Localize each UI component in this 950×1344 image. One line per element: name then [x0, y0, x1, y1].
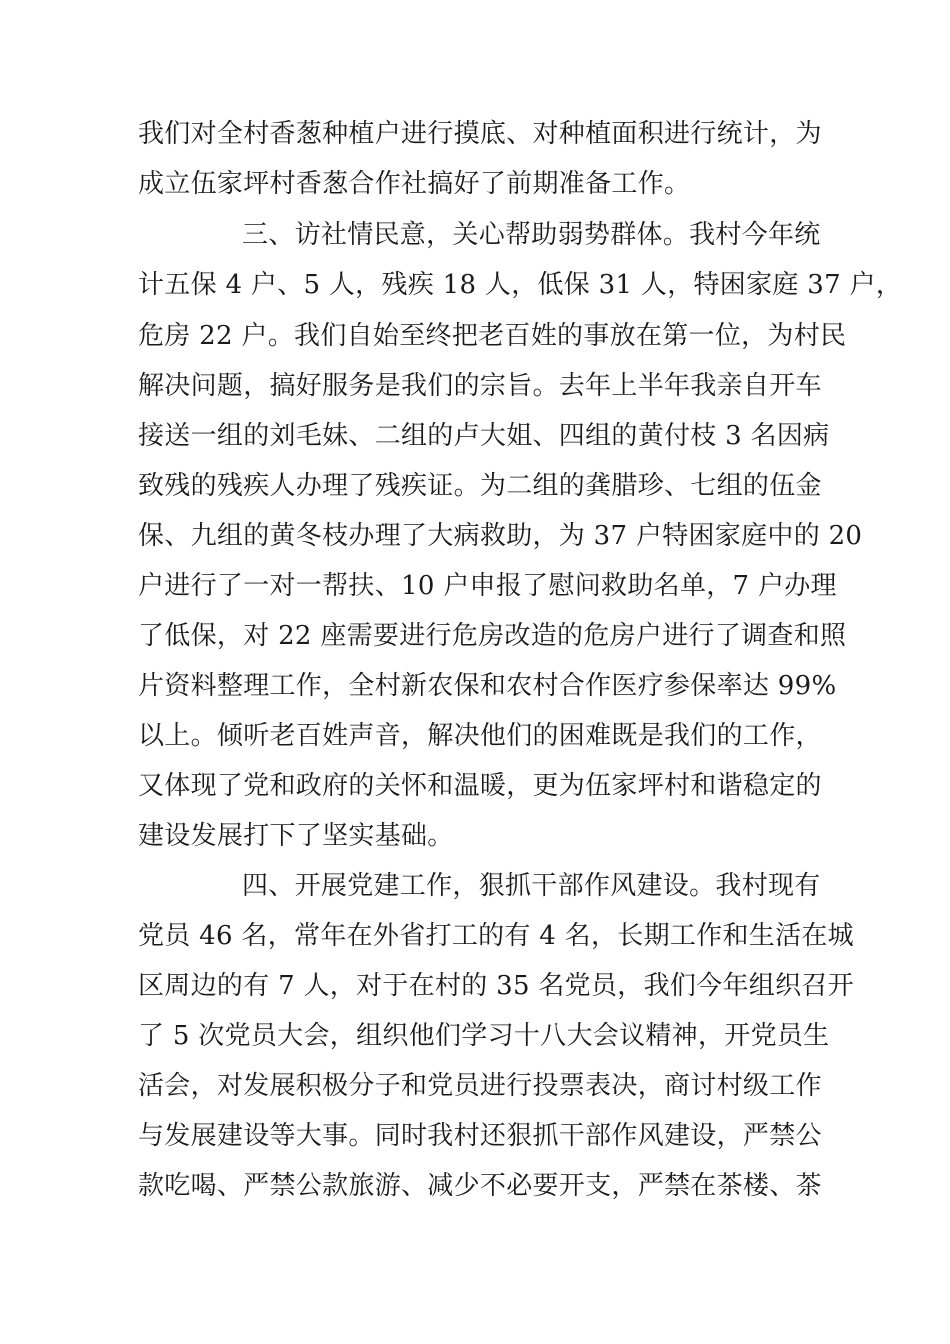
- text-line: 了 5 次党员大会，组织他们学习十八大会议精神，开党员生: [138, 1021, 830, 1051]
- text-line: 户进行了一对一帮扶、10 户申报了慰问救助名单，7 户办理: [138, 571, 837, 601]
- text-line: 区周边的有 7 人，对于在村的 35 名党员，我们今年组织召开: [138, 971, 854, 1001]
- text-line: 建设发展打下了坚实基础。: [138, 821, 454, 851]
- text-line: 了低保，对 22 座需要进行危房改造的危房户进行了调查和照: [138, 621, 847, 651]
- text-line: 款吃喝、严禁公款旅游、减少不必要开支，严禁在茶楼、茶: [138, 1171, 822, 1201]
- text-line: 党员 46 名，常年在外省打工的有 4 名，长期工作和生活在城: [138, 921, 854, 951]
- text-line: 以上。倾听老百姓声音，解决他们的困难既是我们的工作，: [138, 721, 822, 751]
- section-heading-3: 三、访社情民意，关心帮助弱势群体。我村今年统: [242, 220, 821, 250]
- text-line: 成立伍家坪村香葱合作社搞好了前期准备工作。: [138, 169, 691, 199]
- text-line: 危房 22 户。我们自始至终把老百姓的事放在第一位，为村民: [138, 321, 847, 351]
- text-line: 致残的残疾人办理了残疾证。为二组的龚腊珍、七组的伍金: [138, 471, 822, 501]
- text-line: 又体现了党和政府的关怀和温暖，更为伍家坪村和谐稳定的: [138, 771, 822, 801]
- text-line: 我们对全村香葱种植户进行摸底、对种植面积进行统计，为: [138, 119, 822, 149]
- text-line: 片资料整理工作，全村新农保和农村合作医疗参保率达 99%: [138, 671, 837, 701]
- text-line: 与发展建设等大事。同时我村还狠抓干部作风建设，严禁公: [138, 1121, 822, 1151]
- text-line: 计五保 4 户、5 人，残疾 18 人，低保 31 人，特困家庭 37 户，: [138, 270, 903, 300]
- section-heading-4: 四、开展党建工作，狠抓干部作风建设。我村现有: [242, 871, 821, 901]
- text-line: 活会，对发展积极分子和党员进行投票表决，商讨村级工作: [138, 1071, 822, 1101]
- text-line: 解决问题，搞好服务是我们的宗旨。去年上半年我亲自开车: [138, 371, 822, 401]
- text-line: 接送一组的刘毛妹、二组的卢大姐、四组的黄付枝 3 名因病: [138, 421, 830, 451]
- text-line: 保、九组的黄冬枝办理了大病救助，为 37 户特困家庭中的 20: [138, 521, 863, 551]
